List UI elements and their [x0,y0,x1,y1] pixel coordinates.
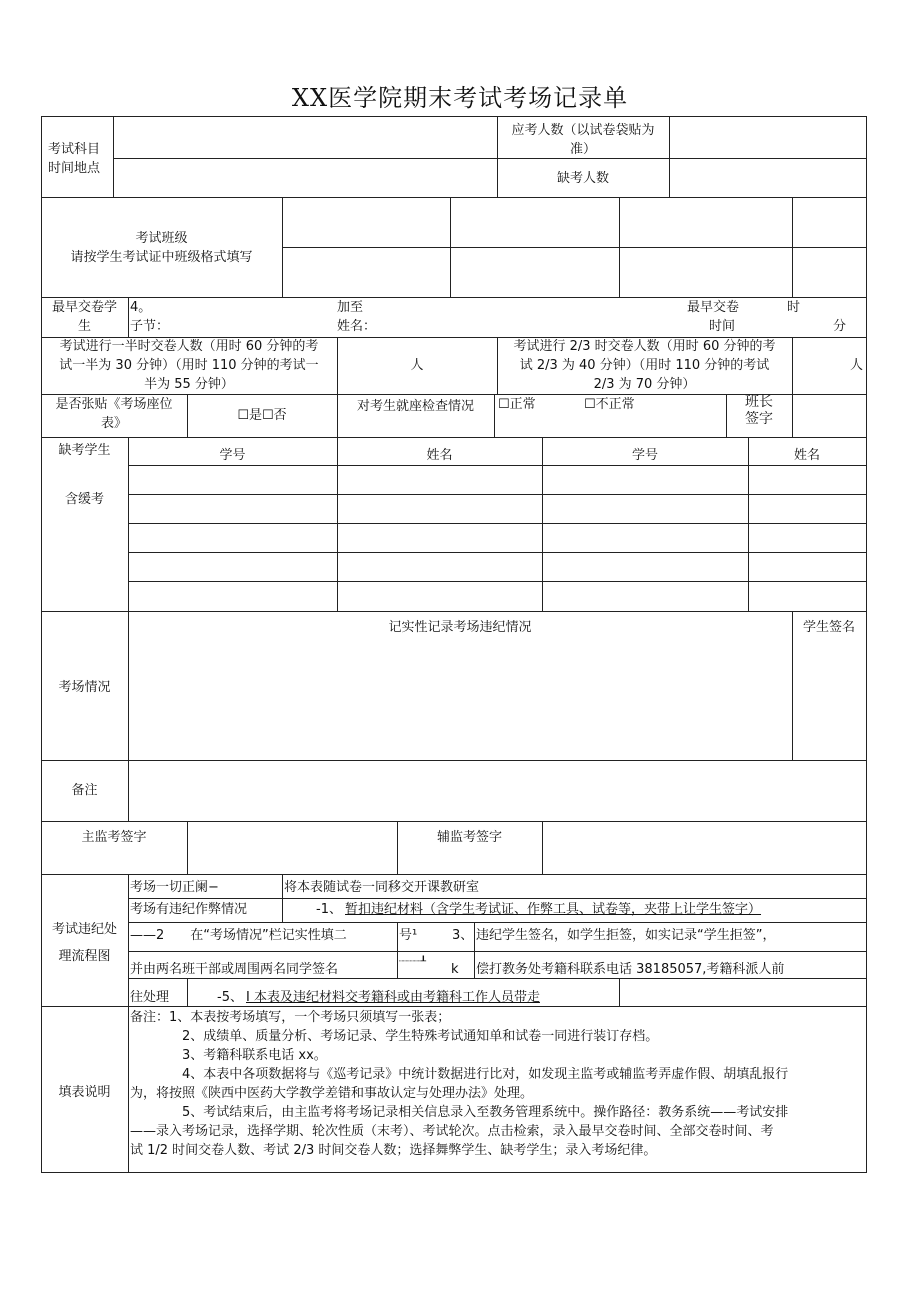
border-left [41,116,42,1173]
half-time-label-line1: 考试进行一半时交卷人数（用时 60 分钟的考 [59,339,319,354]
two-third-label [497,337,792,394]
seat-chart-label-line2: 表》 [100,416,127,431]
half-time-unit: 人 [410,358,424,373]
line [494,394,495,437]
situation-label: 考场情况 [58,680,111,695]
class-label-line1: 考试班级 [135,231,188,246]
expected-count-label [497,121,669,159]
student-sign-label: 学生签名 [802,620,855,635]
situation-header: 记实性记录考场违纪情况 [388,620,532,635]
line [792,337,793,394]
instruction-line: 备注：1、本表按考场填写，一个考场只须填写一张表； [130,1010,451,1025]
line [282,874,283,922]
absent-students-label: 缺考学生 [58,443,111,458]
line [187,821,188,874]
class-label [41,229,282,267]
border-bottom [41,1172,867,1173]
line [41,760,867,761]
chief-invigilator-label: 主监考签字 [81,830,147,845]
flow-step-3-text: 违纪学生签名，如学生拒签，如实记录“学生拒签”， [476,928,776,943]
instructions-label: 填表说明 [58,1085,111,1100]
half-time-label [41,337,337,394]
line [474,922,475,978]
two-third-label-line3: 2/3 为 70 分钟） [593,377,696,392]
time-place-label: 时间地点 [48,161,101,176]
monitor-sign-label-line1: 班长 [745,394,773,410]
instruction-line: 2、成绩单、质量分析、考场记录、学生特殊考试通知单和试卷一同进行装订存档。 [182,1029,659,1044]
earliest-mark-bottom: 子节： [130,319,170,334]
class-label-line2: 请按学生考试证中班级格式填写 [70,250,253,265]
seat-check-label: 对考生就座检查情况 [356,399,474,414]
line [187,978,188,1006]
two-third-label-line2: 试 2/3 为 40 分钟）（用时 110 分钟的考试 [519,358,770,373]
line [669,116,670,197]
line [113,158,497,159]
line [282,247,866,248]
earliest-student-label [41,298,128,336]
earliest-time-label-line1: 最早交卷 [687,300,740,315]
two-third-unit: 人 [850,358,864,373]
instruction-line: ——录入考场记录，选择学期、轮次性质（末考）、考试轮次。点击检索，录入最早交卷时间、全部交卷时间、考 [130,1124,774,1139]
earliest-name-label: 姓名： [337,319,377,334]
monitor-sign-label-line2: 签字 [745,411,773,427]
flow-step-1-num: -1、 [316,902,342,917]
line [128,297,129,337]
flow-label [41,920,128,966]
subject-label: 考试科目 [48,142,101,157]
earliest-student-label-line1: 最早交卷学 [51,300,117,315]
absent-count-label: 缺考人数 [556,171,609,186]
line [41,197,867,198]
line [128,523,866,524]
border-top [41,116,867,117]
absent-header-id-2: 学号 [631,448,658,463]
flow-step-4-continued: 往处理 [130,990,170,1005]
flow-step-5-text: I 本表及违纪材料交考籍科或由考籍科工作人员带走 [246,990,540,1005]
assistant-invigilator-label: 辅监考签字 [436,830,502,845]
seat-chart-yes-no[interactable]: ☐是☐否 [237,408,287,423]
expected-count-label-line2: 准） [569,142,596,157]
absent-header-name-1: 姓名 [426,448,453,463]
earliest-student-label-line2: 生 [77,319,91,334]
line [128,581,866,582]
flow-arrow: ┈┈┈┈┸ [399,957,427,967]
flow-label-line1: 考试违纪处 [51,922,117,937]
seat-chart-label [41,395,187,433]
line [41,874,867,875]
line [792,197,793,297]
line [128,898,866,899]
expected-count-label-line1: 应考人数（以试卷袋贴为 [511,123,655,138]
flow-step-1-text: 暂扣违纪材料（含学生考试证、作弊工具、试卷等，夹带上让学生签字） [345,902,762,917]
seat-check-abnormal[interactable]: ☐不正常 [584,397,635,412]
line [282,197,283,297]
flow-label-line2: 理流程图 [58,949,111,964]
flow-step-3-continued: 并由两名班干部或周围两名同学签名 [130,962,339,977]
line [128,922,866,923]
instruction-line: 试 1/2 时间交卷人数、考试 2/3 时间交卷人数；选择舞弊学生、缺考学生；录入考场纪律。 [130,1143,657,1158]
monitor-sign-label [726,394,792,428]
border-right [866,116,867,1173]
line [41,297,867,298]
absent-header-name-2: 姓名 [793,448,820,463]
instruction-line: 5、考试结束后，由主监考将考场记录相关信息录入至教务管理系统中。操作路径：教务系统——考试安排 [182,1105,789,1120]
line [128,552,866,553]
line [41,821,867,822]
line [41,611,867,612]
flow-step-3-num: 3、 [452,928,474,943]
flow-step-2-text: ——2 在“考场情况”栏记实性填二 [130,928,347,943]
instruction-line: 3、考籍科联系电话 xx。 [182,1048,327,1063]
line [792,394,793,437]
seat-chart-label-line1: 是否张贴《考场座位 [55,397,173,412]
earliest-unit-hour: 时 [787,300,801,315]
instruction-line: 为，将按照《陕西中医药大学教学差错和事故认定与处理办法》处理。 [130,1086,534,1101]
seat-check-normal[interactable]: ☐正常 [498,397,536,412]
line [450,197,451,297]
earliest-unit-minute: 分 [833,319,847,334]
earliest-time-label-line2: 时间 [709,319,736,334]
line [542,821,543,874]
earliest-mark-top: 4。 [130,300,152,315]
page-title: XX医学院期末考试考场记录单 [291,84,629,112]
line [128,874,129,1173]
flow-step-2-tail: 号¹ [399,928,418,943]
flow-step-normal: 考场一切正阑− [130,880,219,895]
line [128,760,129,821]
earliest-add-label: 加至 [337,300,364,315]
line [128,465,866,466]
half-time-label-line3: 半为 55 分钟） [144,377,234,392]
half-time-label-line2: 试一半为 30 分钟）（用时 110 分钟的考试一 [59,358,319,373]
line [113,116,114,197]
line [41,437,867,438]
instruction-line: 4、本表中各项数据将与《巡考记录》中统计数据进行比对，如发现主监考或辅监考弄虚作假、胡填乱报行 [182,1067,789,1082]
line [397,922,398,978]
remark-label: 备注 [71,783,98,798]
line [128,494,866,495]
deferred-label: 含缓考 [64,492,104,507]
flow-step-violation: 考场有违纪作弊情况 [130,902,248,917]
flow-step-4-mark: k [451,962,459,977]
instructions-text [130,1008,866,1160]
line [128,951,866,952]
flow-step-4-text: 偿打教务处考籍科联系电话 38185057,考籍科派人前 [476,962,785,977]
line [619,197,620,297]
line [619,978,620,1006]
flow-step-5-num: -5、 [217,990,243,1005]
two-third-label-line1: 考试进行 2/3 时交卷人数（用时 60 分钟的考 [513,339,776,354]
absent-header-id-1: 学号 [219,448,246,463]
flow-step-normal-action: 将本表随试卷一同移交开课教研室 [284,880,480,895]
